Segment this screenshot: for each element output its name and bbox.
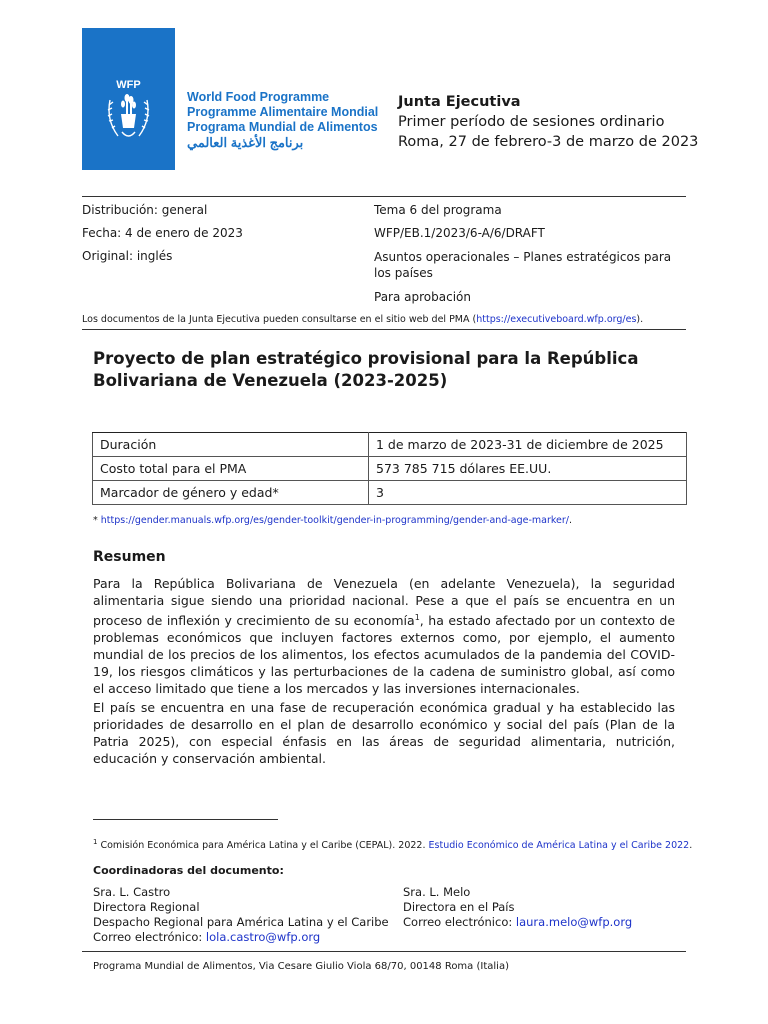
email-label: Correo electrónico: [93,930,206,944]
wfp-emblem-icon [82,28,175,170]
table-row [93,433,687,457]
document-date: Fecha: 4 de enero de 2023 [82,226,243,240]
gender-marker-link[interactable]: https://gender.manuals.wfp.org/es/gender-toolkit/gender-in-programming/gender-and-age-marker/ [100,515,569,526]
original-language: Original: inglés [82,249,173,263]
table-note [93,514,572,527]
coordinator-right-name: Sra. L. Melo [403,885,471,899]
castro-email-link[interactable]: lola.castro@wfp.org [205,930,321,944]
total-cost-label: Costo total para el PMA [93,457,369,481]
header-divider [82,196,686,197]
website-note-text: Los documentos de la Junta Ejecutiva pueden consultarse en el sitio web del PMA ( [82,314,477,325]
duration-label: Duración [93,433,369,457]
board-header [398,92,698,152]
website-note-end: ). [636,314,644,325]
coordinator-right-role: Directora en el País [403,900,515,914]
document-title: Proyecto de plan estratégico provisional para la República Bolivariana de Venezuela (2023-2025) [93,349,639,390]
coordinator-left-name: Sra. L. Castro [93,885,171,899]
footnote-text: Comisión Económica para América Latina y el Caribe (CEPAL). 2022. [97,840,429,852]
board-session: Primer período de sesiones ordinario [398,114,665,130]
coordinator-left-role: Directora Regional [93,900,200,914]
website-note [82,313,643,326]
email-label: Correo electrónico: [403,915,516,929]
footnote-ref[interactable]: 1 [414,613,420,622]
org-name-es: Programa Mundial de Alimentos [187,120,378,134]
summary-heading: Resumen [93,549,166,565]
metadata-divider [82,329,686,330]
plan-info-table [92,432,687,505]
org-name-en: World Food Programme [187,90,330,104]
footnote-end: . [689,840,693,852]
document-category: Asuntos operacionales – Planes estratégicos para los países [374,250,672,280]
footnote-number: 1 [93,838,98,846]
table-row [93,481,687,505]
organization-names [187,90,378,150]
table-note-end: . [569,515,573,526]
coordinator-left-office: Despacho Regional para América Latina y el Caribe [93,915,389,929]
summary-p1-part-a: Para la República Bolivariana de Venezuela (en adelante Venezuela), la seguridad alimentaria sigue siendo una prioridad nacional. Pese a que el país se encuentra en un proceso de inflexión y crecimiento de su economía [93,576,675,629]
logo-brand-text: WFP [116,79,141,91]
coordinator-right [403,885,632,930]
summary-p1-part-b: , ha estado afectado por un contexto de problemas económicos que incluyen factores externos como, por ejemplo, el aumento mundial de los precios de los alimentos, los efectos acumulados de la pandemia del COVID-19, los riesgos climáticos y las perturbaciones de la cadena de suministro global, así como el acceso limitado que tiene a los mercados y las inversiones internacionales. [93,613,676,697]
document-number: WFP/EB.1/2023/6-A/6/DRAFT [374,226,545,240]
gender-marker-label: Marcador de género y edad* [93,481,369,505]
distribution: Distribución: general [82,203,208,217]
document-action: Para aprobación [374,290,471,304]
board-title: Junta Ejecutiva [398,94,521,110]
footer-divider [82,951,686,952]
footnote [93,836,692,852]
coordinators-title: Coordinadoras del documento: [93,864,284,877]
summary-paragraph-2: El país se encuentra en una fase de recuperación económica gradual y ha establecido las prioridades de desarrollo en el plan de desarrollo económico y social del país (Plan de la Patria 2025), con especial énfasis en las áreas de seguridad alimentaria, nutrición, educación y conservación ambiental. [93,700,675,766]
coordinator-left [93,885,389,945]
executive-board-link[interactable]: https://executiveboard.wfp.org/es [476,314,637,325]
coordinator-left-email-line [93,930,389,945]
table-row [93,457,687,481]
total-cost-value: 573 785 715 dólares EE.UU. [369,457,687,481]
summary-paragraph-1 [93,575,675,697]
footer-address: Programa Mundial de Alimentos, Via Cesare Giulio Viola 68/70, 00148 Roma (Italia) [93,961,509,972]
org-name-fr: Programme Alimentaire Mondial [187,105,379,119]
board-place-date: Roma, 27 de febrero-3 de marzo de 2023 [398,134,699,150]
agenda-item: Tema 6 del programa [374,203,502,217]
org-name-ar: برنامج الأغذية العالمي [187,135,304,150]
melo-email-link[interactable]: laura.melo@wfp.org [515,915,633,929]
duration-value: 1 de marzo de 2023-31 de diciembre de 2025 [369,433,687,457]
footnote-rule [93,819,278,820]
gender-marker-value: 3 [369,481,687,505]
coordinator-right-email-line [403,915,632,930]
cepal-study-link[interactable]: Estudio Económico de América Latina y el Caribe 2022 [428,840,690,852]
table-note-star: * [93,515,101,526]
wfp-logo [82,28,175,170]
